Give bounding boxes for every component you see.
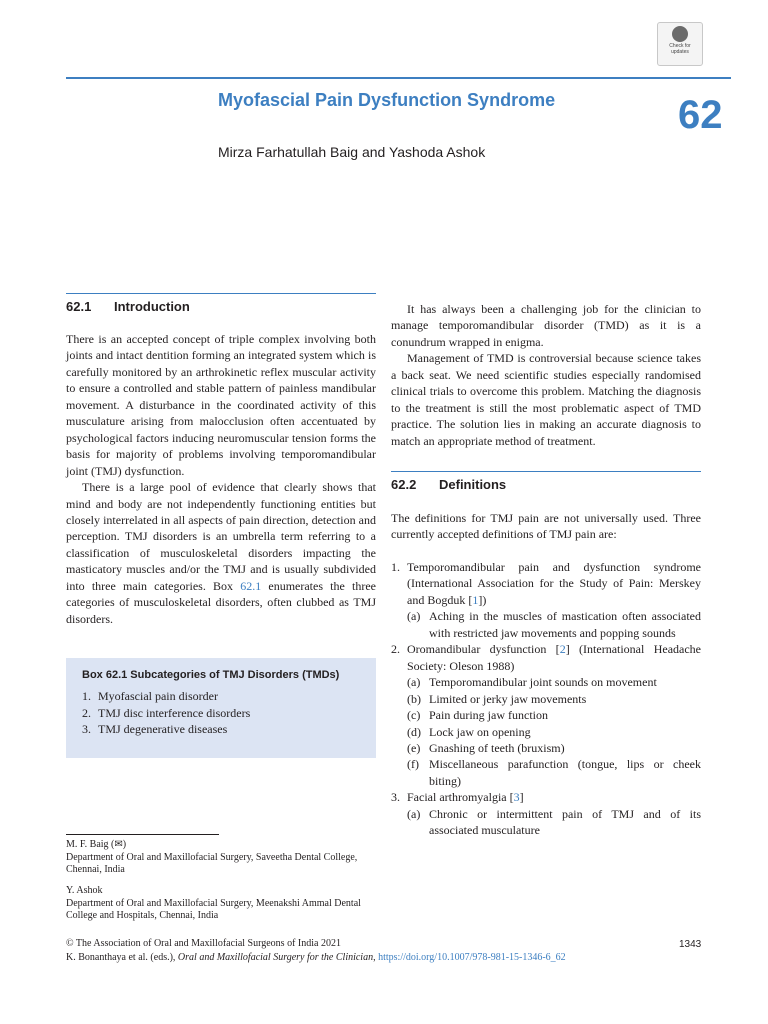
list-item: 1. Myofascial pain disorder bbox=[82, 689, 218, 703]
definition-subitem: (a) Temporomandibular joint sounds on movement bbox=[407, 675, 657, 690]
author-name: M. F. Baig bbox=[66, 839, 109, 850]
definition-item: 2. Oromandibular dysfunction [2] (International Headache Society: Oleson 1988) (a) Temporomandibular joint sounds on movement (b) Limited or jerky jaw movements (c) Pain during jaw function (d) Lock jaw on opening (e) Gnashing of teeth (bruxism) (f) Miscellaneous parafunction (tongue, lips or cheek biting) bbox=[391, 642, 701, 788]
intro-continuation bbox=[391, 301, 701, 449]
author-affiliation-1 bbox=[66, 839, 366, 877]
definition-item: 1. Temporomandibular pain and dysfunction syndrome (International Association for the Study of Pain: Merskey and Bogduk [1]) (a) Aching in the muscles of mastication often associated with restricted jaw movements and popping sounds bbox=[391, 560, 701, 640]
bookmark-icon bbox=[672, 26, 688, 42]
footnote-rule bbox=[66, 834, 219, 835]
section-rule bbox=[391, 471, 701, 472]
box-title: Box 62.1 Subcategories of TMJ Disorders (TMDs) bbox=[82, 669, 340, 681]
paragraph: There is an accepted concept of triple complex involving both joints and intact dentition forming an integrated system which is carefully monitored by an arthrokinetic reflex muscular activity to ensure a controlled and stable pattern of painless mandibular movement. A disturbance in the coordinated activity of this musculature arising from malocclusion often accentuated by psychological factors inducing neuromuscular tension forms the basis for majority of problems involving temporomandibular joint (TMJ) dysfunction. bbox=[66, 332, 376, 478]
citation-link[interactable]: 3 bbox=[513, 790, 520, 805]
author-name: Y. Ashok bbox=[66, 885, 103, 896]
box-62-1 bbox=[66, 658, 376, 758]
definition-subitem: (d) Lock jaw on opening bbox=[407, 724, 531, 739]
definition-subitem: (c) Pain during jaw function bbox=[407, 708, 548, 723]
doi-link[interactable]: https://doi.org/10.1007/978-981-15-1346-6_62 bbox=[378, 952, 566, 963]
citation-link[interactable]: 1 bbox=[472, 592, 479, 607]
copyright-line: © The Association of Oral and Maxillofacial Surgeons of India 2021 bbox=[66, 938, 341, 949]
citation-link[interactable]: 2 bbox=[559, 642, 566, 657]
section-title: Introduction bbox=[114, 299, 190, 314]
email-icon[interactable]: (✉) bbox=[111, 839, 127, 850]
paragraph: Management of TMD is controversial because science takes a back seat. We need scientific studies especially randomised clinical trials to overcome this problem. Matching the diagnosis to the treatment is still the most problematic aspect of TMD practice. The solution lies in making an accurate diagnosis to match an appropriate method of treatment. bbox=[391, 351, 701, 448]
section-number: 62.2 bbox=[391, 477, 417, 492]
definition-item: 3. Facial arthromyalgia [3] (a) Chronic or intermittent pain of TMJ and of its associated musculature bbox=[391, 790, 701, 838]
box-reference-link[interactable]: 62.1 bbox=[240, 578, 262, 593]
chapter-title: Myofascial Pain Dysfunction Syndrome bbox=[218, 90, 556, 110]
section-heading-introduction bbox=[66, 299, 190, 314]
definition-subitem: (f) Miscellaneous parafunction (tongue, lips or cheek biting) bbox=[407, 757, 701, 788]
chapter-authors: Mirza Farhatullah Baig and Yashoda Ashok bbox=[218, 144, 486, 160]
badge-line-1: Check for bbox=[669, 43, 691, 49]
definitions-intro: The definitions for TMJ pain are not universally used. Three currently accepted definitions of TMJ pain are: bbox=[391, 511, 701, 542]
paragraph: It has always been a challenging job for the clinician to manage temporomandibular disorder (TMD) as it is a conundrum wrapped in enigma. bbox=[391, 302, 701, 349]
badge-line-2: updates bbox=[671, 49, 689, 55]
book-title: Oral and Maxillofacial Surgery for the Clinician bbox=[177, 952, 374, 963]
citation-line: K. Bonanthaya et al. (eds.), Oral and Maxillofacial Surgery for the Clinician, https://doi.org/10.1007/978-981-15-1346-6_62 bbox=[66, 952, 566, 963]
section-heading-definitions bbox=[391, 477, 506, 492]
box-list bbox=[82, 688, 250, 738]
page-number: 1343 bbox=[679, 939, 702, 950]
introduction-body bbox=[66, 331, 376, 627]
list-item: 3. TMJ degenerative diseases bbox=[82, 722, 228, 736]
definitions-list bbox=[391, 559, 701, 839]
definition-subitem: (a) Aching in the muscles of mastication often associated with restricted jaw movements and popping sounds bbox=[407, 609, 701, 640]
author-affiliation-2 bbox=[66, 885, 366, 923]
definition-subitem: (e) Gnashing of teeth (bruxism) bbox=[407, 740, 565, 755]
paragraph: There is a large pool of evidence that clearly shows that mind and body are not independently functioning entities but closely interrelated in all aspects of pain direction, detection and perception. TMJ disorders is an umbrella term referring to a classification of musculoskeletal disorders impacting the masticatory muscles and/or the TMJ and is usually subdivided into three main categories. Box 62.1 enumerates the three categories of musculoskeletal disorders, often clubbed as TMJ disorders. bbox=[66, 480, 377, 626]
definition-subitem: (b) Limited or jerky jaw movements bbox=[407, 691, 587, 706]
section-title: Definitions bbox=[439, 477, 507, 492]
author-department: Department of Oral and Maxillofacial Surgery, Meenakshi Ammal Dental College and Hospitals, Chennai, India bbox=[66, 897, 361, 921]
chapter-number: 62 bbox=[678, 93, 723, 137]
author-department: Department of Oral and Maxillofacial Surgery, Saveetha Dental College, Chennai, India bbox=[66, 851, 358, 875]
header-rule bbox=[66, 77, 731, 79]
section-number: 62.1 bbox=[66, 299, 92, 314]
section-rule bbox=[66, 293, 376, 294]
list-item: 2. TMJ disc interference disorders bbox=[82, 705, 251, 720]
definition-subitem: (a) Chronic or intermittent pain of TMJ and of its associated musculature bbox=[407, 806, 701, 838]
check-for-updates-badge[interactable] bbox=[657, 22, 703, 66]
